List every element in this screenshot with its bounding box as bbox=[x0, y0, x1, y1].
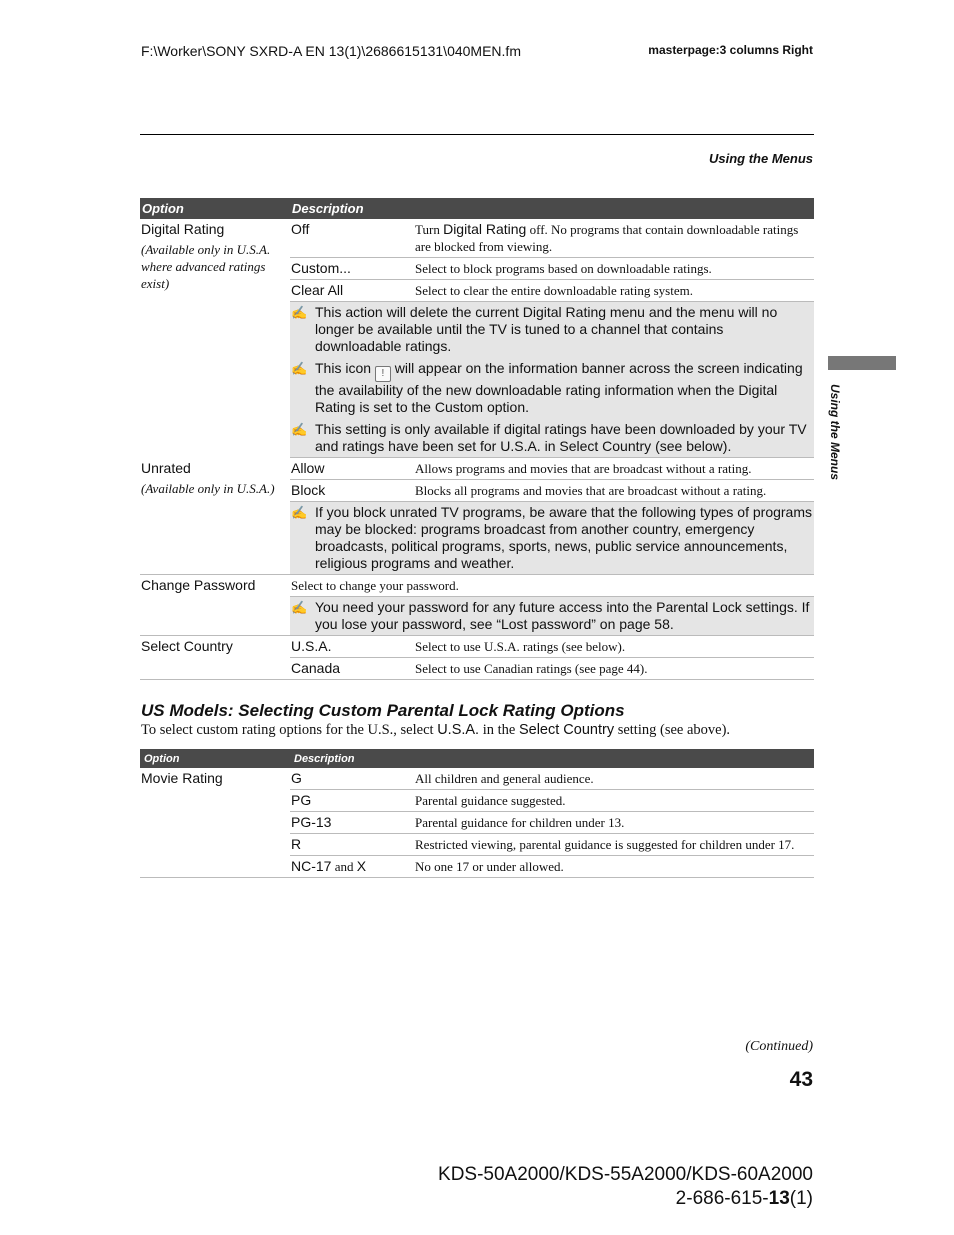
pencil-note-icon: ✍ bbox=[291, 422, 308, 437]
movie-rating-table bbox=[140, 749, 814, 878]
section-intro: To select custom rating options for the U.S., select U.S.A. in the Select Country setting (see above). bbox=[141, 722, 731, 738]
side-tab-label: Using the Menus bbox=[828, 384, 842, 481]
setting-name: PG bbox=[290, 790, 414, 812]
note-text: This icon ! will appear on the information banner across the screen indicating the availability of the new downloadable rating information when the Digital Rating is set to the Custom option. bbox=[315, 360, 803, 415]
note-text: If you block unrated TV programs, be aware that the following types of programs may be blocked: programs broadcast from another country, emergency broadcasts, political programs, sports, news, public service announcements, religious programs and weather. bbox=[315, 504, 812, 571]
pencil-note-icon: ✍ bbox=[291, 361, 308, 376]
setting-description: Turn Digital Rating off. No programs that contain downloadable ratings are blocked from viewing. bbox=[414, 219, 814, 258]
option-label: Digital Rating bbox=[141, 221, 225, 237]
setting-description: All children and general audience. bbox=[414, 768, 814, 790]
options-table bbox=[140, 198, 814, 680]
setting-name: Allow bbox=[290, 458, 414, 480]
note-box bbox=[290, 597, 814, 636]
setting-description: No one 17 or under allowed. bbox=[414, 856, 814, 878]
top-rule bbox=[140, 134, 814, 135]
option-change-password: Change Password bbox=[140, 575, 290, 636]
pencil-note-icon: ✍ bbox=[291, 505, 308, 520]
col-description-header: Description bbox=[290, 198, 814, 219]
setting-name: Custom... bbox=[290, 258, 414, 280]
pencil-note-icon: ✍ bbox=[291, 600, 308, 615]
info-banner-icon: ! bbox=[375, 366, 391, 382]
setting-description: Blocks all programs and movies that are broadcast without a rating. bbox=[414, 480, 814, 502]
setting-name: NC-17 and X bbox=[290, 856, 414, 878]
col-description-header: Description bbox=[290, 749, 814, 768]
section-title: Using the Menus bbox=[708, 151, 813, 166]
setting-name: Off bbox=[290, 219, 414, 258]
setting-name: R bbox=[290, 834, 414, 856]
setting-description: Select to use U.S.A. ratings (see below). bbox=[414, 636, 814, 658]
setting-name: Canada bbox=[290, 658, 414, 680]
setting-name: Clear All bbox=[290, 280, 414, 302]
setting-description: Restricted viewing, parental guidance is suggested for children under 17. bbox=[414, 834, 814, 856]
note-text: This action will delete the current Digital Rating menu and the menu will no longer be available until the TV is tuned to a channel that contains downloadable ratings. bbox=[315, 304, 778, 354]
header-file-path: F:\Worker\SONY SXRD-A EN 13(1)\2686615131\040MEN.fm bbox=[141, 43, 521, 59]
note-box bbox=[290, 302, 814, 458]
model-numbers: KDS-50A2000/KDS-55A2000/KDS-60A2000 bbox=[438, 1164, 813, 1185]
section-heading: US Models: Selecting Custom Parental Lock Rating Options bbox=[141, 701, 625, 720]
side-tab-bar bbox=[828, 356, 896, 370]
setting-name: Block bbox=[290, 480, 414, 502]
page-number: 43 bbox=[789, 1068, 813, 1091]
setting-description: Parental guidance suggested. bbox=[414, 790, 814, 812]
setting-description: Select to change your password. bbox=[290, 575, 814, 597]
setting-description: Allows programs and movies that are broadcast without a rating. bbox=[414, 458, 814, 480]
pencil-note-icon: ✍ bbox=[291, 305, 308, 320]
setting-name: G bbox=[290, 768, 414, 790]
option-availability: (Available only in U.S.A. where advanced ratings exist) bbox=[141, 242, 271, 291]
setting-description: Parental guidance for children under 13. bbox=[414, 812, 814, 834]
option-label: Unrated bbox=[141, 459, 191, 476]
setting-description: Select to clear the entire downloadable rating system. bbox=[414, 280, 814, 302]
setting-description: Select to use Canadian ratings (see page 44). bbox=[414, 658, 814, 680]
option-select-country: Select Country bbox=[140, 636, 290, 680]
document-code: 2-686-615-13(1) bbox=[675, 1188, 813, 1209]
note-text: You need your password for any future access into the Parental Lock settings. If you lose your password, see “Lost password” on page 58. bbox=[315, 599, 810, 632]
setting-name: PG-13 bbox=[290, 812, 414, 834]
note-text: This setting is only available if digital ratings have been downloaded by your TV and ratings have been set for U.S.A. in Select Country (see below). bbox=[315, 421, 807, 454]
col-option-header: Option bbox=[140, 198, 290, 219]
continued-marker: (Continued) bbox=[745, 1039, 813, 1054]
col-option-header: Option bbox=[140, 749, 290, 768]
option-availability: (Available only in U.S.A.) bbox=[141, 480, 275, 496]
header-masterpage: masterpage:3 columns Right bbox=[648, 43, 813, 57]
option-digital-rating bbox=[140, 219, 290, 458]
note-box bbox=[290, 502, 814, 575]
setting-description: Select to block programs based on downloadable ratings. bbox=[414, 258, 814, 280]
model-footer bbox=[438, 1163, 813, 1211]
option-unrated bbox=[140, 458, 290, 575]
option-movie-rating: Movie Rating bbox=[140, 768, 290, 878]
setting-name: U.S.A. bbox=[290, 636, 414, 658]
